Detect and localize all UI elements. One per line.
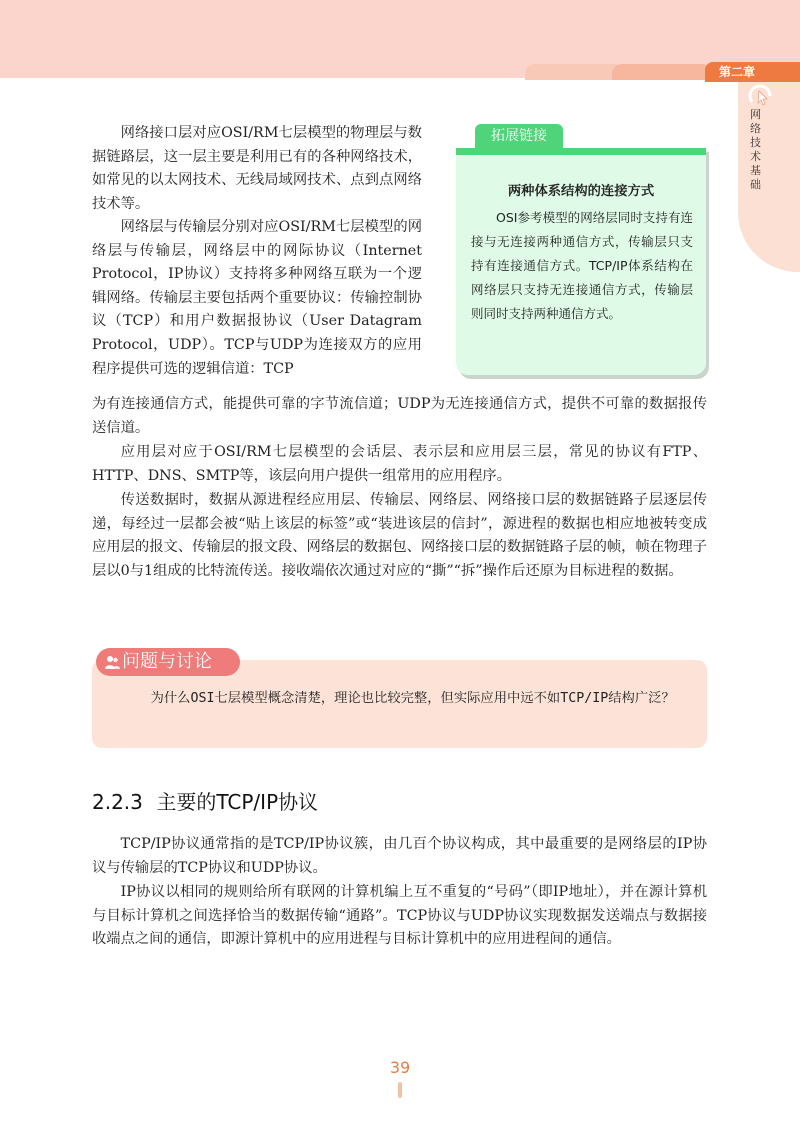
paragraph-data-transmission: 传送数据时，数据从源进程经应用层、传输层、网络层、网络接口层的数据链路子层逐层传递，每经过一层都会被“贴上该层的标签”或“装进该层的信封”，源进程的数据也相应地被转变成应用层的报文、传输层的报文段、网络层的数据包、网络接口层的数据链路子层的帧，帧在物理子层以0与1组成的比特流传送。接收端依次通过对应的“撕”“拆”操作后还原为目标进程的数据。 bbox=[92, 492, 707, 579]
side-chapter-title: 网络技术基础 bbox=[750, 108, 761, 191]
chapter-tab: 第二章 bbox=[705, 62, 800, 82]
discussion-question: 为什么OSI七层模型概念清楚，理论也比较完整，但实际应用中远不如TCP/IP结构广泛？ bbox=[150, 691, 675, 706]
page-number: 39 bbox=[389, 1058, 411, 1077]
paragraph-application-layer: 应用层对应于OSI/RM七层模型的会话层、表示层和应用层三层，常见的协议有FTP、HTTP、DNS、SMTP等，该层向用户提供一组常用的应用程序。 bbox=[92, 444, 707, 484]
extension-title: 两种体系结构的连接方式 bbox=[507, 184, 655, 199]
paragraph-network-transport-layer-continued: 为有连接通信方式，能提供可靠的字节流信道；UDP为无连接通信方式，提供不可靠的数据报传送信道。 bbox=[92, 396, 707, 436]
discussion-label bbox=[96, 648, 240, 676]
discussion-label-text: 问题与讨论 bbox=[122, 651, 212, 672]
extension-body: OSI参考模型的网络层同时支持有连接与无连接两种通信方式，传输层只支持有连接通信方式。TCP/IP体系结构在网络层只支持无连接通信方式，传输层则同时支持两种通信方式。 bbox=[471, 210, 693, 321]
people-icon bbox=[104, 654, 120, 670]
section-title: 主要的TCP/IP协议 bbox=[156, 790, 319, 814]
header-tab-decoration bbox=[612, 64, 712, 80]
paragraph-ip-tcp-udp: IP协议以相同的规则给所有联网的计算机编上互不重复的“号码”（即IP地址），并在源计算机与目标计算机之间选择恰当的数据传输“通路”。TCP协议与UDP协议实现数据发送端点与数据接收端点之间的通信，即源计算机中的应用进程与目标计算机中的应用进程间的通信。 bbox=[92, 884, 707, 948]
section-number: 2.2.3 bbox=[92, 790, 143, 814]
paragraph-network-transport-layer: 网络层与传输层分别对应OSI/RM七层模型的网络层与传输层，网络层中的网际协议（Internet Protocol，IP协议）支持将多种网络互联为一个逻辑网络。传输层主要包括两个重要协议：传输控制协议（TCP）和用户数据报协议（User Datagram Protocol，UDP）。TCP与UDP为连接双方的应用程序提供可选的逻辑信道：TCP bbox=[92, 219, 422, 377]
paragraph-network-interface-layer: 网络接口层对应OSI/RM七层模型的物理层与数据链路层，这一层主要是利用已有的各种网络技术，如常见的以太网技术、无线局域网技术、点到点网络技术等。 bbox=[92, 125, 422, 212]
cursor-click-icon bbox=[748, 84, 774, 106]
extension-label: 拓展链接 bbox=[475, 124, 563, 148]
paragraph-tcpip-suite: TCP/IP协议通常指的是TCP/IP协议簇，由几百个协议构成，其中最重要的是网络层的IP协议与传输层的TCP协议和UDP协议。 bbox=[92, 836, 707, 876]
page-number-tick bbox=[398, 1082, 402, 1098]
section-heading bbox=[92, 786, 318, 815]
header-tab-decoration bbox=[525, 64, 625, 80]
side-panel bbox=[738, 82, 800, 272]
